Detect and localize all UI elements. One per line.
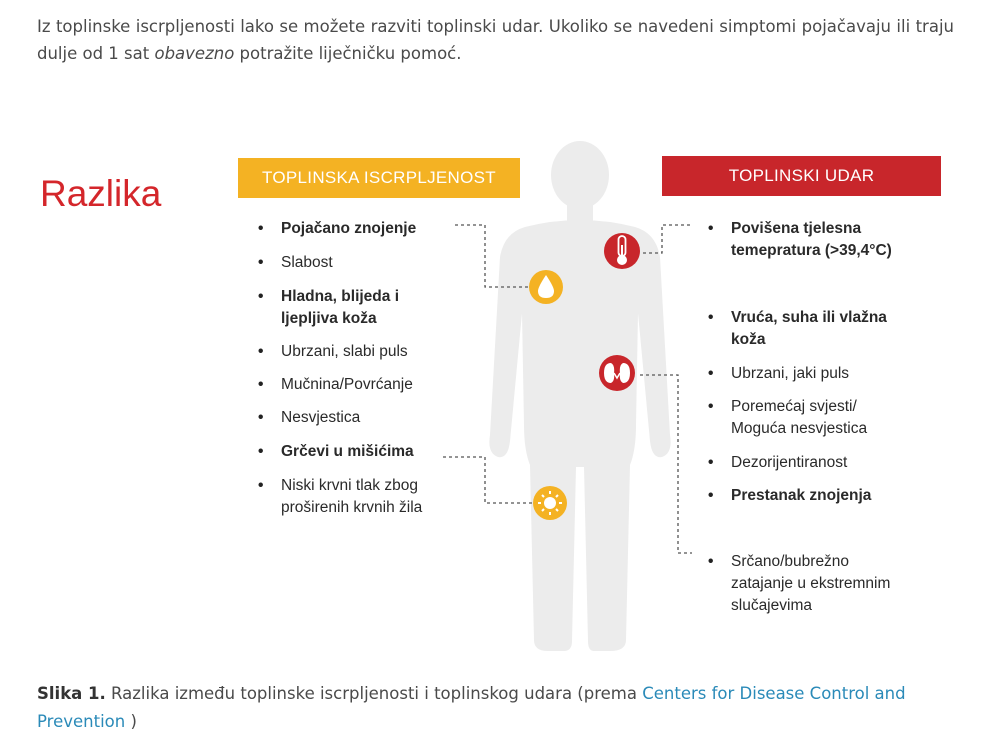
symptom-item (706, 551, 890, 617)
intro-paragraph (37, 13, 954, 67)
symptom-line: Grčevi u mišićima (281, 443, 414, 460)
symptom-item (256, 374, 413, 396)
cdc-source-link[interactable]: Centers for Disease Control and Prevention (37, 684, 906, 731)
symptom-line: Hladna, blijeda i (281, 288, 399, 305)
symptom-item (256, 286, 399, 330)
symptom-line: Moguća nesvjestica (731, 420, 868, 437)
symptom-line: ljepljiva koža (281, 310, 377, 327)
symptom-line: Vruća, suha ili vlažna (731, 309, 887, 326)
symptom-item (706, 396, 867, 440)
symptom-line: Poremećaj svjesti/ (731, 398, 857, 415)
body-silhouette (470, 135, 690, 655)
symptom-item (706, 218, 892, 262)
symptom-line: Prestanak znojenja (731, 487, 872, 504)
heat-stroke-symptoms (706, 135, 956, 655)
symptom-line: slučajevima (731, 597, 812, 614)
symptom-line: temepratura (>39,4°C) (731, 242, 892, 259)
intro-emphasis: obavezno (154, 44, 235, 63)
symptom-line: Povišena tjelesna (731, 220, 862, 237)
symptom-line: Slabost (281, 254, 333, 271)
caption-label: Slika 1. (37, 684, 106, 703)
heat-exhaustion-symptoms (256, 135, 486, 655)
infographic (0, 135, 1000, 655)
symptom-item (256, 252, 333, 274)
symptom-item (706, 307, 887, 351)
symptom-item (256, 407, 360, 429)
symptom-line: Ubrzani, slabi puls (281, 343, 408, 360)
symptom-item (706, 363, 849, 385)
figure-caption (37, 680, 954, 736)
intro-text-2: potražite liječničku pomoć. (234, 44, 462, 63)
symptom-line: proširenih krvnih žila (281, 499, 423, 516)
heat-stroke-banner: TOPLINSKI UDAR (662, 156, 941, 196)
caption-end: ) (125, 712, 137, 731)
symptom-line: Dezorijentiranost (731, 454, 848, 471)
symptom-line: Mučnina/Povrćanje (281, 376, 413, 393)
figure-title: Razlika (40, 173, 162, 214)
symptom-item (256, 475, 422, 519)
intro-text-1: Iz toplinske iscrpljenosti lako se možete razviti toplinski udar. Ukoliko se navedeni simptomi pojačavaju ili traju dulje od 1 sat (37, 17, 954, 63)
symptom-item (256, 441, 414, 463)
symptom-line: Pojačano znojenje (281, 220, 417, 237)
symptom-line: Ubrzani, jaki puls (731, 365, 850, 382)
symptom-item (706, 485, 871, 507)
symptom-line: Niski krvni tlak zbog (281, 477, 418, 494)
heat-exhaustion-banner: TOPLINSKA ISCRPLJENOST (238, 158, 520, 198)
symptom-item (256, 341, 408, 363)
symptom-item (706, 452, 847, 474)
caption-text: Razlika između toplinske iscrpljenosti i toplinskog udara (prema (105, 684, 643, 703)
symptom-item (256, 218, 416, 240)
symptom-line: Srčano/bubrežno (731, 553, 850, 570)
symptom-line: koža (731, 331, 766, 348)
symptom-line: zatajanje u ekstremnim (731, 575, 891, 592)
symptom-line: Nesvjestica (281, 409, 361, 426)
